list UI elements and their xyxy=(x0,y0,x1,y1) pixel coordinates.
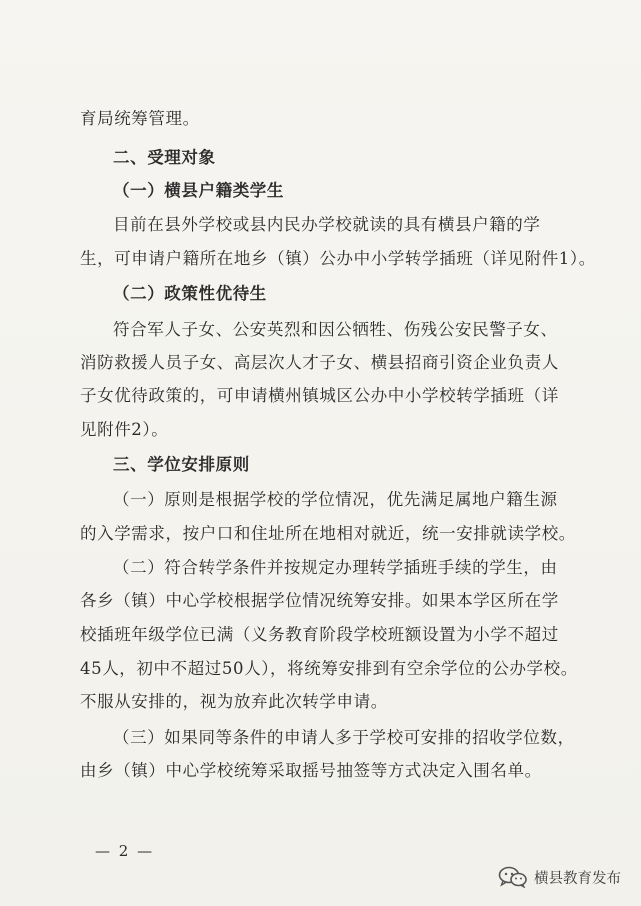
wechat-watermark xyxy=(498,866,621,888)
body-text-line: 育局统筹管理。 xyxy=(80,109,200,128)
body-text-line: 符合军人子女、公安英烈和因公牺牲、伤残公安民警子女、 xyxy=(113,320,558,339)
body-text-line: 各乡（镇）中心学校根据学位情况统筹安排。如果本学区所在学 xyxy=(80,591,559,610)
section-heading: 三、学位安排原则 xyxy=(113,455,250,474)
section-heading: 二、受理对象 xyxy=(113,148,216,167)
page-number: — 2 — xyxy=(95,842,155,860)
body-text-line: 子女优待政策的，可申请横州镇城区公办中小学校转学插班（详 xyxy=(80,386,559,405)
body-text-line: （二）符合转学条件并按规定办理转学插班手续的学生，由 xyxy=(113,558,558,577)
body-text-line: 45人，初中不超过50人），将统筹安排到有空余学位的公办学校。 xyxy=(80,659,578,678)
body-text-line: 消防救援人员子女、高层次人才子女、横县招商引资企业负责人 xyxy=(80,353,559,372)
body-text-line: 见附件2）。 xyxy=(80,420,169,439)
subsection-heading: （一）横县户籍类学生 xyxy=(113,181,284,200)
body-text-line: 目前在县外学校或县内民办学校就读的具有横县户籍的学 xyxy=(113,215,541,234)
body-text-line: 的入学需求，按户口和住址所在地相对就近，统一安排就读学校。 xyxy=(80,524,576,543)
body-text-line: 校插班年级学位已满（义务教育阶段学校班额设置为小学不超过 xyxy=(80,625,559,644)
body-text-line: 不服从安排的，视为放弃此次转学申请。 xyxy=(80,692,388,711)
subsection-heading: （二）政策性优待生 xyxy=(113,284,267,303)
body-text-line: （三）如果同等条件的申请人多于学校可安排的招收学位数， xyxy=(113,728,575,747)
body-text-line: （一）原则是根据学校的学位情况，优先满足属地户籍生源 xyxy=(113,490,558,509)
wechat-icon xyxy=(498,866,528,888)
body-text-line: 生，可申请户籍所在地乡（镇）公办中小学转学插班（详见附件1）。 xyxy=(80,249,596,268)
body-text-line: 由乡（镇）中心学校统筹采取摇号抽签等方式决定入围名单。 xyxy=(80,761,542,780)
watermark-text: 横县教育发布 xyxy=(534,870,621,887)
